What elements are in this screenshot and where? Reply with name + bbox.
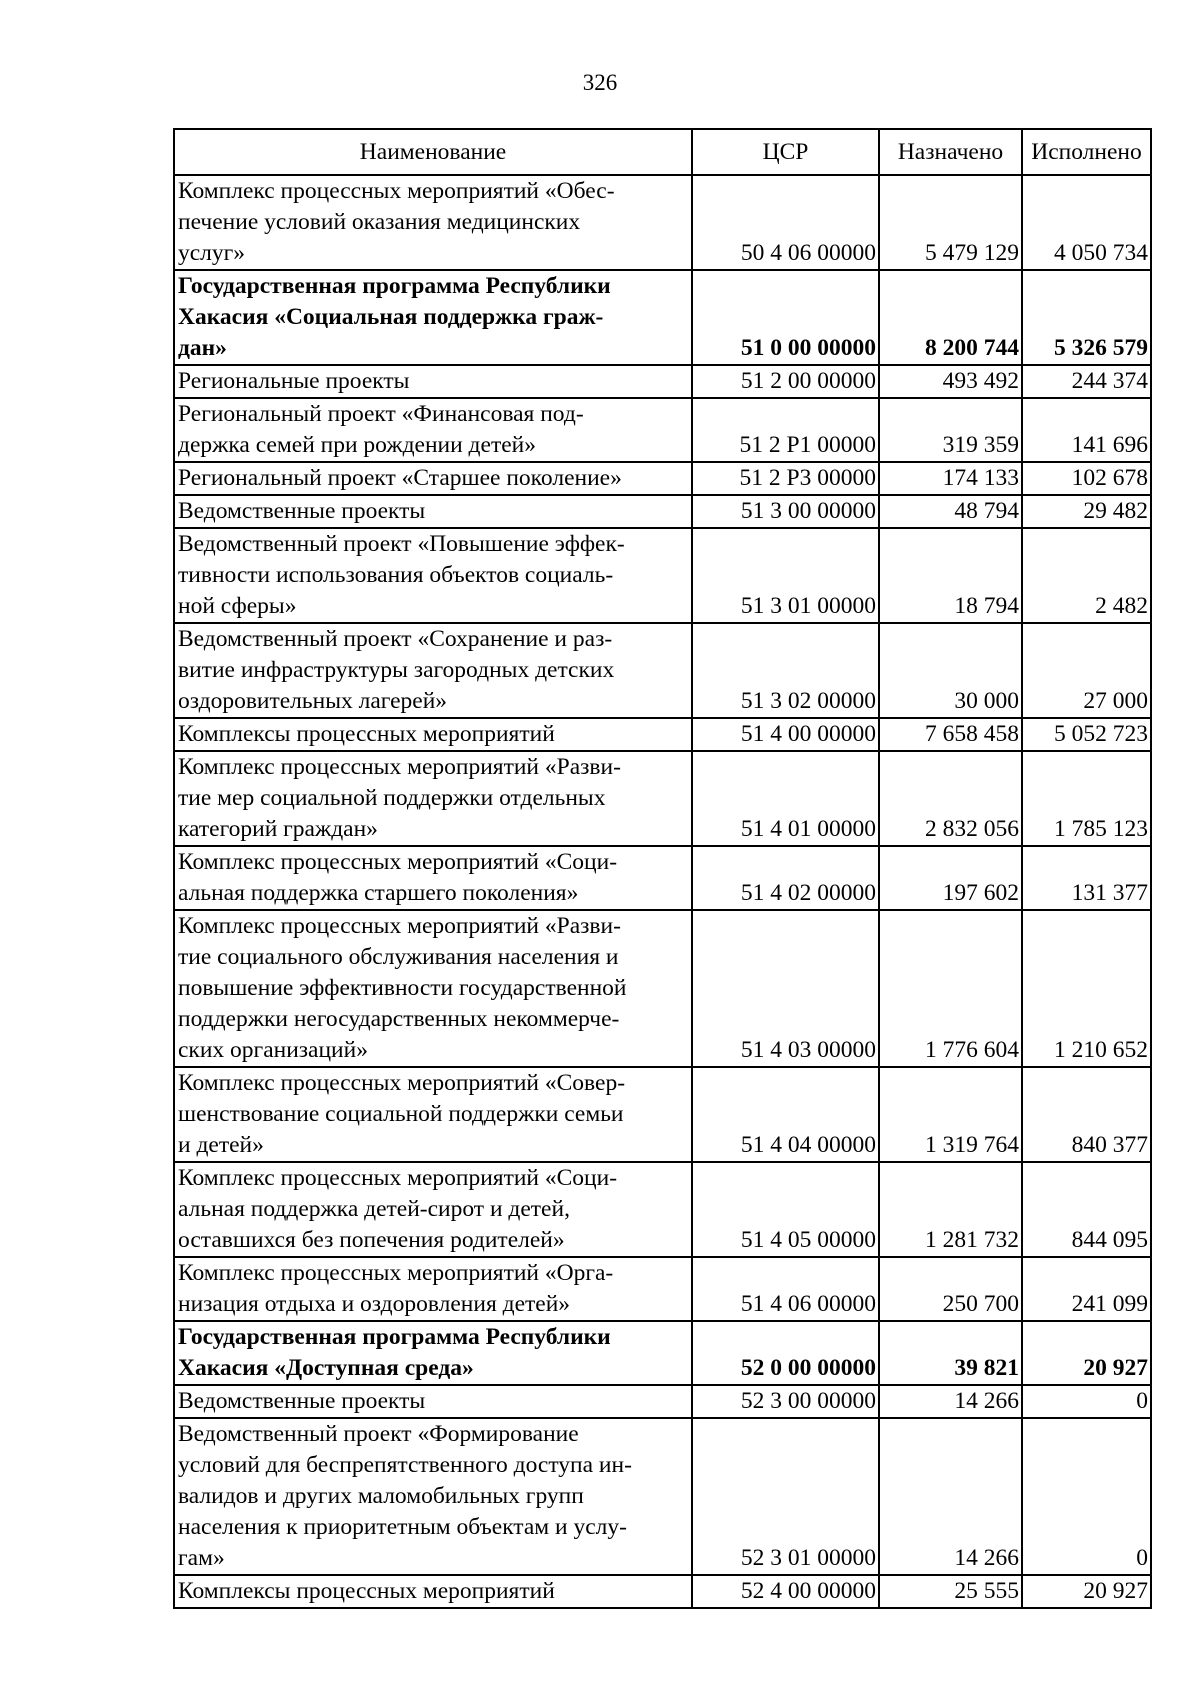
row-name-line: Государственная программа Республики [178, 273, 611, 299]
table-row [174, 495, 1151, 528]
row-name-line: Комплекс процессных мероприятий «Соци- [178, 849, 618, 875]
table-row [174, 718, 1151, 751]
row-csr: 51 3 01 00000 [692, 528, 879, 623]
row-name [174, 1418, 692, 1575]
table-row [174, 528, 1151, 623]
row-name-line: альная поддержка старшего поколения» [178, 880, 579, 906]
row-name-line: держка семей при рождении детей» [178, 432, 536, 458]
table-row [174, 175, 1151, 270]
table-body [174, 175, 1151, 1608]
row-executed: 20 927 [1022, 1321, 1151, 1385]
row-name-line: Комплексы процессных мероприятий [178, 721, 555, 747]
row-name-line: Комплекс процессных мероприятий «Обес- [178, 178, 615, 204]
row-csr: 51 4 05 00000 [692, 1162, 879, 1257]
row-csr: 51 0 00 00000 [692, 270, 879, 365]
row-name-line: дан» [178, 335, 227, 361]
row-assigned: 493 492 [879, 365, 1022, 398]
row-name-line: альная поддержка детей-сирот и детей, [178, 1196, 570, 1222]
row-csr: 52 3 01 00000 [692, 1418, 879, 1575]
row-assigned: 174 133 [879, 462, 1022, 495]
row-assigned: 8 200 744 [879, 270, 1022, 365]
row-csr: 52 4 00 00000 [692, 1575, 879, 1608]
row-name-line: Комплекс процессных мероприятий «Разви- [178, 754, 621, 780]
row-csr: 51 2 P3 00000 [692, 462, 879, 495]
table-row [174, 1321, 1151, 1385]
row-executed: 27 000 [1022, 623, 1151, 718]
row-name-line: Комплекс процессных мероприятий «Разви- [178, 913, 621, 939]
header-name: Наименование [174, 129, 692, 175]
table-row [174, 751, 1151, 846]
row-name-line: населения к приоритетным объектам и услу- [178, 1514, 627, 1540]
budget-table [173, 128, 1152, 1609]
row-name [174, 751, 692, 846]
table-header-row [174, 129, 1151, 175]
row-name-line: Государственная программа Республики [178, 1324, 611, 1350]
row-name-line: категорий граждан» [178, 816, 378, 842]
table-row [174, 398, 1151, 462]
row-assigned: 25 555 [879, 1575, 1022, 1608]
row-assigned: 319 359 [879, 398, 1022, 462]
row-name-line: повышение эффективности государственной [178, 975, 627, 1001]
row-assigned: 1 776 604 [879, 910, 1022, 1067]
row-name-line: Ведомственные проекты [178, 1388, 426, 1414]
table-row [174, 1067, 1151, 1162]
row-assigned: 48 794 [879, 495, 1022, 528]
row-assigned: 250 700 [879, 1257, 1022, 1321]
row-executed: 4 050 734 [1022, 175, 1151, 270]
row-name-line: условий для беспрепятственного доступа ин- [178, 1452, 632, 1478]
row-assigned: 39 821 [879, 1321, 1022, 1385]
row-name [174, 398, 692, 462]
row-name-line: Комплекс процессных мероприятий «Соци- [178, 1165, 618, 1191]
row-executed: 29 482 [1022, 495, 1151, 528]
row-name [174, 1067, 692, 1162]
row-executed: 0 [1022, 1418, 1151, 1575]
row-name-line: Региональный проект «Финансовая под- [178, 401, 584, 427]
row-assigned: 1 281 732 [879, 1162, 1022, 1257]
row-csr: 51 4 02 00000 [692, 846, 879, 910]
row-name-line: Комплекс процессных мероприятий «Совер- [178, 1070, 626, 1096]
row-name-line: ной сферы» [178, 593, 297, 619]
row-assigned: 2 832 056 [879, 751, 1022, 846]
table-row [174, 910, 1151, 1067]
row-executed: 131 377 [1022, 846, 1151, 910]
row-name-line: поддержки негосударственных некоммерче- [178, 1006, 620, 1032]
row-assigned: 197 602 [879, 846, 1022, 910]
header-assigned: Назначено [879, 129, 1022, 175]
row-assigned: 30 000 [879, 623, 1022, 718]
row-name-line: тие мер социальной поддержки отдельных [178, 785, 606, 811]
row-csr: 50 4 06 00000 [692, 175, 879, 270]
row-csr: 51 4 06 00000 [692, 1257, 879, 1321]
row-name [174, 528, 692, 623]
row-assigned: 14 266 [879, 1385, 1022, 1418]
row-name-line: Ведомственный проект «Повышение эффек- [178, 531, 625, 557]
row-csr: 51 4 00 00000 [692, 718, 879, 751]
row-name [174, 495, 692, 528]
table-row [174, 270, 1151, 365]
row-executed: 1 785 123 [1022, 751, 1151, 846]
row-name [174, 1321, 692, 1385]
row-csr: 52 0 00 00000 [692, 1321, 879, 1385]
row-csr: 51 3 02 00000 [692, 623, 879, 718]
row-name-line: Ведомственный проект «Формирование [178, 1421, 579, 1447]
header-executed: Исполнено [1022, 129, 1151, 175]
row-name-line: Комплекс процессных мероприятий «Орга- [178, 1260, 614, 1286]
row-name [174, 270, 692, 365]
row-assigned: 5 479 129 [879, 175, 1022, 270]
row-name-line: Ведомственный проект «Сохранение и раз- [178, 626, 613, 652]
row-name [174, 910, 692, 1067]
row-assigned: 1 319 764 [879, 1067, 1022, 1162]
row-assigned: 18 794 [879, 528, 1022, 623]
row-csr: 51 2 P1 00000 [692, 398, 879, 462]
row-name [174, 1257, 692, 1321]
row-name [174, 1385, 692, 1418]
table-row [174, 1162, 1151, 1257]
row-assigned: 7 658 458 [879, 718, 1022, 751]
row-executed: 244 374 [1022, 365, 1151, 398]
row-name-line: валидов и других маломобильных групп [178, 1483, 584, 1509]
row-executed: 102 678 [1022, 462, 1151, 495]
row-name [174, 846, 692, 910]
table-row [174, 846, 1151, 910]
row-csr: 51 2 00 00000 [692, 365, 879, 398]
row-name-line: гам» [178, 1545, 225, 1571]
table-row [174, 462, 1151, 495]
row-name-line: Ведомственные проекты [178, 498, 426, 524]
row-name-line: ских организаций» [178, 1037, 368, 1063]
row-name-line: Комплексы процессных мероприятий [178, 1578, 555, 1604]
row-name [174, 175, 692, 270]
row-name-line: Хакасия «Доступная среда» [178, 1355, 474, 1381]
row-executed: 840 377 [1022, 1067, 1151, 1162]
table-row [174, 1575, 1151, 1608]
row-name [174, 718, 692, 751]
row-name-line: и детей» [178, 1132, 264, 1158]
row-csr: 51 4 03 00000 [692, 910, 879, 1067]
table-row [174, 623, 1151, 718]
row-assigned: 14 266 [879, 1418, 1022, 1575]
row-executed: 141 696 [1022, 398, 1151, 462]
row-name [174, 1162, 692, 1257]
row-csr: 51 4 01 00000 [692, 751, 879, 846]
row-name-line: Хакасия «Социальная поддержка граж- [178, 304, 604, 330]
row-name [174, 462, 692, 495]
row-name-line: услуг» [178, 240, 246, 266]
row-name-line: низация отдыха и оздоровления детей» [178, 1291, 571, 1317]
row-executed: 241 099 [1022, 1257, 1151, 1321]
row-name [174, 1575, 692, 1608]
row-name-line: тие социального обслуживания населения и [178, 944, 619, 970]
page-number: 326 [582, 70, 618, 95]
row-executed: 5 326 579 [1022, 270, 1151, 365]
row-name-line: тивности использования объектов социаль- [178, 562, 614, 588]
header-csr: ЦСР [692, 129, 879, 175]
row-name-line: оздоровительных лагерей» [178, 688, 448, 714]
row-executed: 1 210 652 [1022, 910, 1151, 1067]
table-row [174, 1385, 1151, 1418]
table-row [174, 1257, 1151, 1321]
row-csr: 51 3 00 00000 [692, 495, 879, 528]
row-name [174, 623, 692, 718]
row-csr: 51 4 04 00000 [692, 1067, 879, 1162]
row-name-line: витие инфраструктуры загородных детских [178, 657, 615, 683]
row-executed: 5 052 723 [1022, 718, 1151, 751]
table-row [174, 1418, 1151, 1575]
row-name-line: Региональные проекты [178, 368, 410, 394]
row-name-line: печение условий оказания медицинских [178, 209, 581, 235]
row-executed: 844 095 [1022, 1162, 1151, 1257]
row-executed: 0 [1022, 1385, 1151, 1418]
row-executed: 20 927 [1022, 1575, 1151, 1608]
table-row [174, 365, 1151, 398]
row-name-line: оставшихся без попечения родителей» [178, 1227, 565, 1253]
row-executed: 2 482 [1022, 528, 1151, 623]
row-name-line: Региональный проект «Старшее поколение» [178, 465, 622, 491]
row-csr: 52 3 00 00000 [692, 1385, 879, 1418]
row-name-line: шенствование социальной поддержки семьи [178, 1101, 624, 1127]
row-name [174, 365, 692, 398]
